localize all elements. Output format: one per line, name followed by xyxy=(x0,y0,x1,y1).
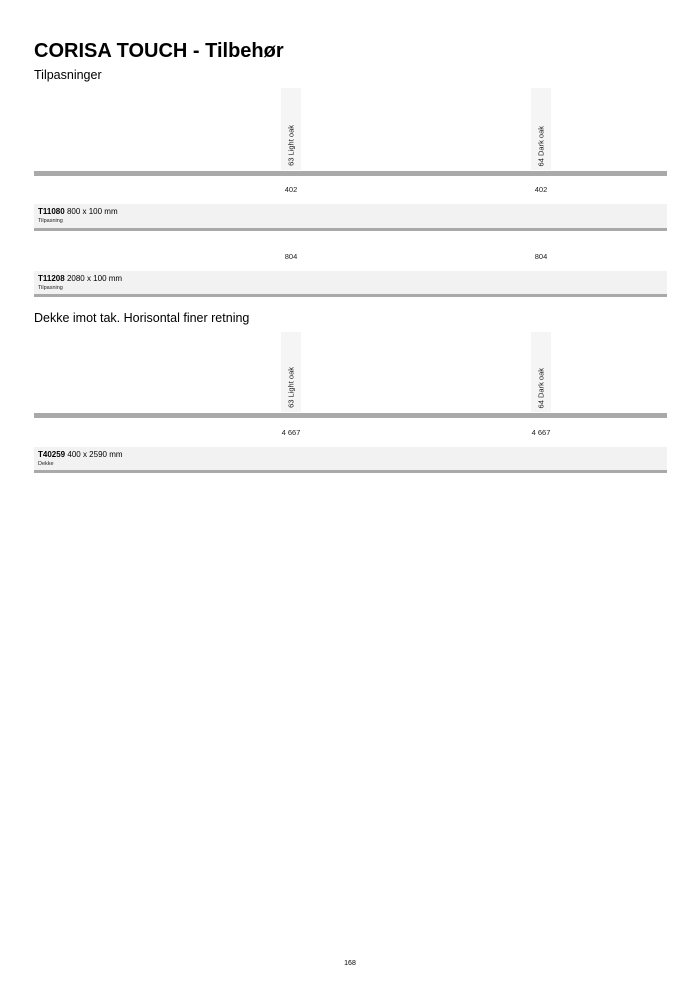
product-description: Tilpasning xyxy=(38,218,63,224)
product-row xyxy=(34,204,667,228)
product-code: T40259 xyxy=(38,450,66,459)
product-size: 800 x 100 mm xyxy=(66,207,118,216)
price-cell: 804 xyxy=(284,252,298,261)
column-header-label: 63 Light oak xyxy=(286,125,296,166)
product-code: T11208 xyxy=(38,274,65,283)
product-row xyxy=(34,447,667,471)
product-code-line xyxy=(38,274,122,283)
row-divider xyxy=(34,294,667,297)
price-cell: 4 667 xyxy=(281,428,301,437)
column-header-label: 64 Dark oak xyxy=(536,367,546,408)
product-code-line xyxy=(38,450,123,459)
header-divider xyxy=(34,171,667,176)
column-header-dark-oak xyxy=(531,88,551,170)
column-header-label: 64 Dark oak xyxy=(536,125,546,166)
price-cell: 402 xyxy=(534,185,548,194)
column-header-light-oak xyxy=(281,88,301,170)
product-description: Dekke xyxy=(38,461,54,467)
product-size: 400 x 2590 mm xyxy=(67,450,123,459)
page-title: CORISA TOUCH - Tilbehør xyxy=(34,40,284,62)
price-cell: 804 xyxy=(534,252,548,261)
page-number: 168 xyxy=(344,960,356,967)
product-row xyxy=(34,271,667,295)
column-header-light-oak xyxy=(281,332,301,412)
column-header-label: 63 Light oak xyxy=(286,367,296,408)
product-description: Tilpasning xyxy=(38,285,63,291)
product-code-line xyxy=(38,207,118,216)
row-divider xyxy=(34,470,667,473)
price-cell: 4 667 xyxy=(531,428,551,437)
row-divider xyxy=(34,228,667,231)
section-heading: Dekke imot tak. Horisontal finer retning xyxy=(34,311,250,325)
section-heading: Tilpasninger xyxy=(34,68,102,82)
product-code: T11080 xyxy=(38,207,65,216)
price-cell: 402 xyxy=(284,185,298,194)
header-divider xyxy=(34,413,667,418)
column-header-dark-oak xyxy=(531,332,551,412)
product-size: 2080 x 100 mm xyxy=(66,274,123,283)
